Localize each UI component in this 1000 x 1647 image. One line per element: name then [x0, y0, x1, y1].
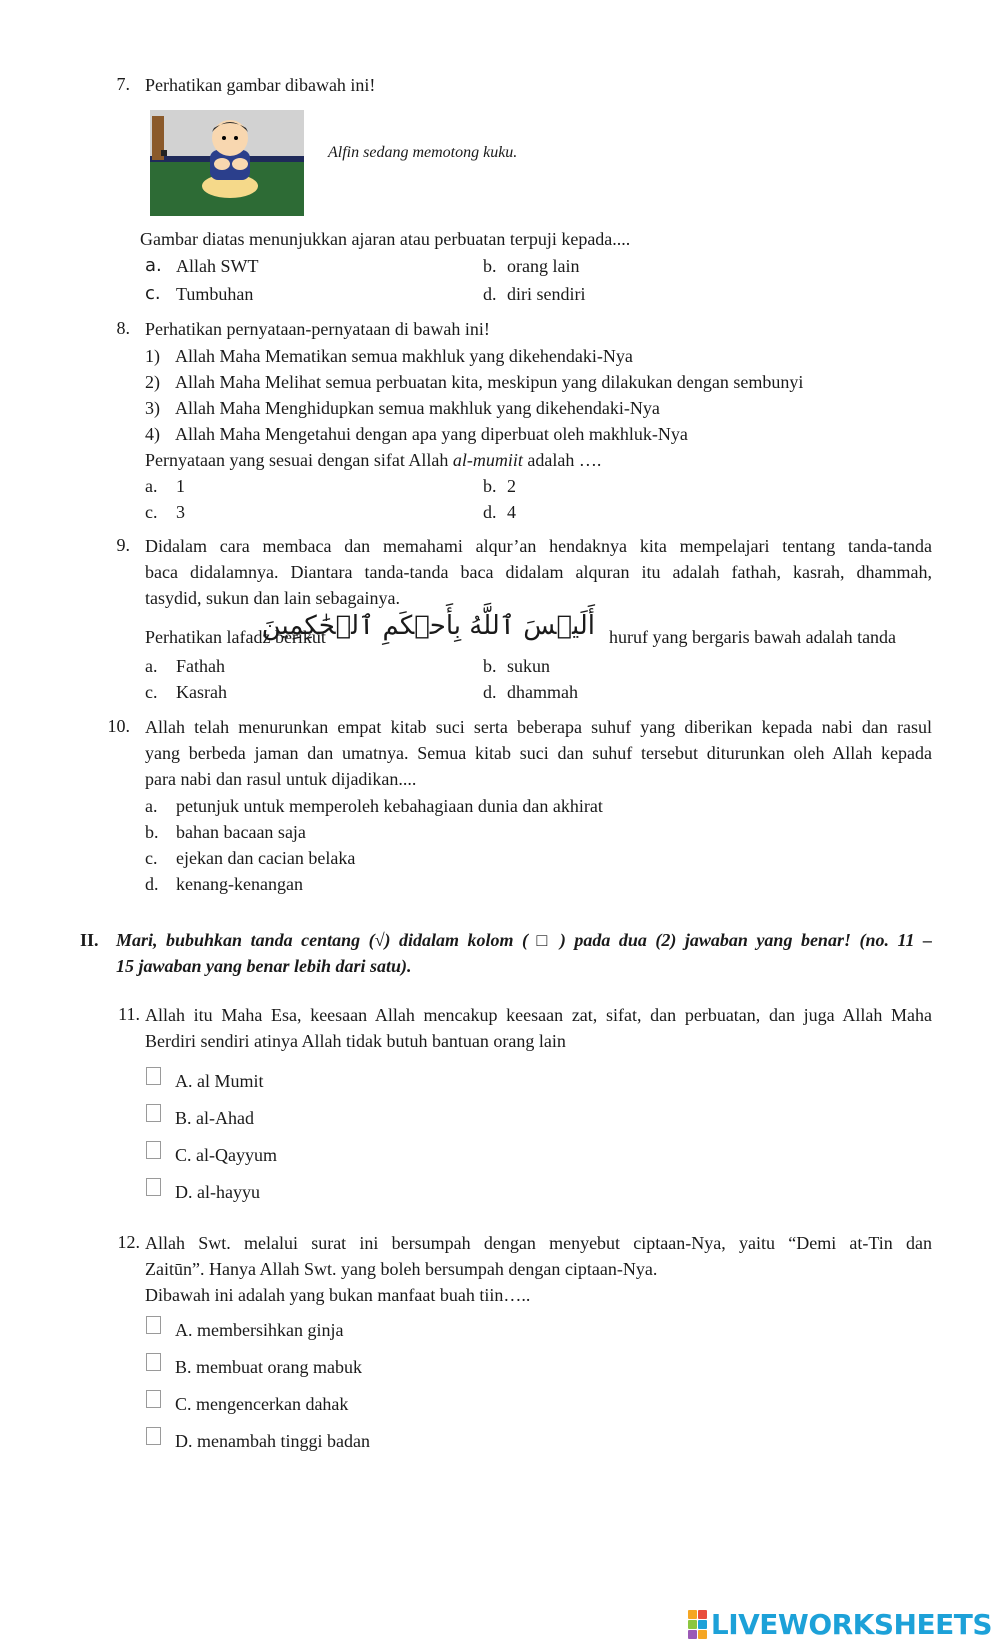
q9-option-b-letter: b. — [483, 656, 497, 676]
q12-number: 12. — [117, 1232, 140, 1252]
q8-number: 8. — [116, 318, 130, 338]
logo-square — [698, 1630, 707, 1639]
q7-option-d-letter: d. — [483, 284, 497, 304]
q8-option-c[interactable]: 3 — [176, 502, 185, 522]
logo-square — [688, 1630, 697, 1639]
logo-square — [698, 1620, 707, 1629]
q7-caption: Alfin sedang memotong kuku. — [328, 144, 518, 161]
q7-option-a-letter: a. — [145, 255, 162, 276]
q12-line-2: Zaitūn”. Hanya Allah Swt. yang boleh bersumpah dengan ciptaan-Nya. — [145, 1259, 658, 1279]
q12-line-1: Allah Swt. melalui surat ini bersumpah dengan menyebut ciptaan-Nya, yaitu “Demi at-Tin dan — [145, 1233, 932, 1253]
q11-choice-a: A. al Mumit — [175, 1071, 264, 1091]
q8-statement-3: Allah Maha Menghidupkan semua makhluk yang dikehendaki-Nya — [175, 398, 660, 418]
q7-option-c-letter: c. — [145, 283, 161, 304]
q11-choice-c: C. al-Qayyum — [175, 1145, 277, 1165]
q10-option-b[interactable]: bahan bacaan saja — [176, 822, 306, 842]
q8-statement-3-num: 3) — [145, 398, 160, 418]
q8-statement-4: Allah Maha Mengetahui dengan apa yang diperbuat oleh makhluk-Nya — [175, 424, 688, 444]
q8-option-d[interactable]: 4 — [507, 502, 516, 522]
liveworksheets-logo-icon — [688, 1610, 707, 1639]
q9-option-d-letter: d. — [483, 682, 497, 702]
q12-choice-c: C. mengencerkan dahak — [175, 1394, 349, 1414]
q9-lafadz-question: huruf yang bergaris bawah adalah tanda — [609, 627, 897, 647]
q9-option-a-letter: a. — [145, 656, 158, 676]
q10-line-2: yang berbeda jaman dan umatnya. Semua kitab suci dan suhuf tersebut diturunkan oleh Allah kepada — [145, 743, 932, 763]
q10-number: 10. — [107, 716, 130, 736]
q9-line-3: tasydid, sukun dan lain sebagainya. — [145, 588, 400, 608]
q8-option-d-letter: d. — [483, 502, 497, 522]
q10-line-3: para nabi dan rasul untuk dijadikan.... — [145, 769, 417, 789]
q8-option-b-letter: b. — [483, 476, 497, 496]
q8-option-a[interactable]: 1 — [176, 476, 185, 496]
q11-line-2: Berdiri sendiri atinya Allah tidak butuh bantuan orang lain — [145, 1031, 566, 1051]
q10-option-b-letter: b. — [145, 822, 159, 842]
q10-option-c-letter: c. — [145, 848, 158, 868]
q9-lafadz-intro: Perhatikan lafadz berikut — [145, 627, 326, 647]
q7-option-a[interactable]: Allah SWT — [176, 256, 259, 276]
q9-option-b[interactable]: sukun — [507, 656, 551, 676]
q10-option-a[interactable]: petunjuk untuk memperoleh kebahagiaan dunia dan akhirat — [176, 796, 603, 816]
q8-statement-1: Allah Maha Mematikan semua makhluk yang dikehendaki-Nya — [175, 346, 633, 366]
q10-option-d[interactable]: kenang-kenangan — [176, 874, 303, 894]
q11-paragraph — [145, 1002, 932, 1054]
q9-arabic-verse: أَلَيۡسَ ٱللَّهُ بِأَحۡكَمِ ٱلۡحَٰكِمِينَ — [261, 611, 595, 641]
q7-question: Gambar diatas menunjukkan ajaran atau perbuatan terpuji kepada.... — [140, 229, 631, 249]
q8-question-term: al-mumiit — [452, 450, 523, 470]
q12-choice-d: D. menambah tinggi badan — [175, 1431, 370, 1451]
q10-line-1: Allah telah menurunkan empat kitab suci serta beberapa suhuf yang diberikan kepada nabi dan rasul — [145, 717, 932, 737]
q11-checkbox-a[interactable] — [146, 1067, 161, 1085]
q8-option-c-letter: c. — [145, 502, 158, 522]
q7-option-b-letter: b. — [483, 256, 497, 276]
q11-choice-b: B. al-Ahad — [175, 1108, 254, 1128]
q10-option-c[interactable]: ejekan dan cacian belaka — [176, 848, 356, 868]
liveworksheets-logo — [688, 1607, 992, 1641]
q8-option-b[interactable]: 2 — [507, 476, 516, 496]
q12-line-3: Dibawah ini adalah yang bukan manfaat buah tiin….. — [145, 1285, 531, 1305]
q10-option-a-letter: a. — [145, 796, 158, 816]
q9-paragraph — [145, 533, 932, 611]
q8-statement-1-num: 1) — [145, 346, 160, 366]
q8-statement-2: Allah Maha Melihat semua perbuatan kita, meskipun yang dilakukan dengan sembunyi — [175, 372, 804, 392]
q11-choice-d: D. al-hayyu — [175, 1182, 260, 1202]
q7-option-b[interactable]: orang lain — [507, 256, 580, 276]
logo-square — [698, 1610, 707, 1619]
q9-line-2: baca didalamnya. Diantara tanda-tanda baca didalam alquran itu adalah fathah, kasrah, dhammah, — [145, 562, 932, 582]
q11-checkbox-b[interactable] — [146, 1104, 161, 1122]
q11-number: 11. — [118, 1004, 140, 1024]
q8-option-a-letter: a. — [145, 476, 158, 496]
q7-option-d[interactable]: diri sendiri — [507, 284, 586, 304]
q11-checkbox-d[interactable] — [146, 1178, 161, 1196]
q12-checkbox-c[interactable] — [146, 1390, 161, 1408]
section-2-number: II. — [80, 930, 99, 950]
liveworksheets-logo-text: LIVEWORKSHEETS — [710, 1607, 992, 1641]
q9-option-a[interactable]: Fathah — [176, 656, 225, 676]
q9-option-c[interactable]: Kasrah — [176, 682, 227, 702]
q12-checkbox-b[interactable] — [146, 1353, 161, 1371]
q10-paragraph — [145, 714, 932, 792]
q12-paragraph — [145, 1230, 932, 1308]
logo-square — [688, 1610, 697, 1619]
q7-prompt: Perhatikan gambar dibawah ini! — [145, 75, 376, 95]
q9-line-1: Didalam cara membaca dan memahami alqur’an hendaknya kita mempelajari tentang tanda-tanda — [145, 536, 932, 556]
logo-square — [688, 1620, 697, 1629]
q9-option-c-letter: c. — [145, 682, 158, 702]
section-2-instruction-line-1: Mari, bubuhkan tanda centang (√) didalam kolom ( □ ) pada dua (2) jawaban yang benar! (no. 11 – — [116, 930, 932, 950]
q7-option-c[interactable]: Tumbuhan — [176, 284, 254, 304]
q8-statement-2-num: 2) — [145, 372, 160, 392]
q10-option-d-letter: d. — [145, 874, 159, 894]
q8-question: Pernyataan yang sesuai dengan sifat Allah al-mumiit adalah …. — [145, 450, 602, 470]
q12-checkbox-a[interactable] — [146, 1316, 161, 1334]
q11-line-1: Allah itu Maha Esa, keesaan Allah mencakup keesaan zat, sifat, dan perbuatan, dan juga Allah Maha — [145, 1005, 932, 1025]
q7-number: 7. — [116, 74, 130, 94]
q12-choice-a: A. membersihkan ginja — [175, 1320, 344, 1340]
q12-choice-b: B. membuat orang mabuk — [175, 1357, 362, 1377]
q12-checkbox-d[interactable] — [146, 1427, 161, 1445]
q11-checkbox-c[interactable] — [146, 1141, 161, 1159]
q7-illustration — [150, 110, 304, 216]
section-2-instruction — [116, 927, 932, 979]
q9-number: 9. — [116, 535, 130, 555]
q9-option-d[interactable]: dhammah — [507, 682, 578, 702]
q8-prompt: Perhatikan pernyataan-pernyataan di bawah ini! — [145, 319, 490, 339]
section-2-instruction-line-2: 15 jawaban yang benar lebih dari satu). — [116, 956, 412, 976]
q8-statement-4-num: 4) — [145, 424, 160, 444]
